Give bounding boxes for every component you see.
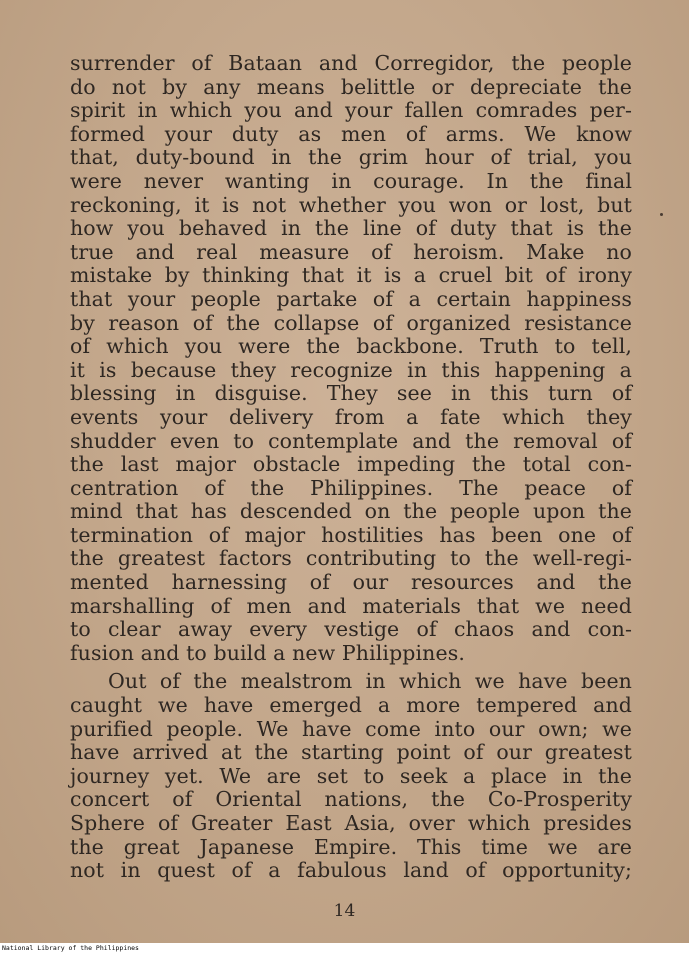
text-line: termination of major hostilities has been one of	[70, 522, 632, 547]
text-line: that your people partake of a certain happiness	[70, 286, 632, 311]
text-line: were never wanting in courage. In the final	[70, 168, 632, 193]
text-line: have arrived at the starting point of our greatest	[70, 740, 632, 765]
text-line: by reason of the collapse of organized resistance	[70, 310, 632, 335]
text-line: how you behaved in the line of duty that is the	[70, 216, 632, 241]
text-line: mented harnessing of our resources and the	[70, 570, 632, 595]
text-line: shudder even to contemplate and the removal of	[70, 428, 632, 453]
paragraph-1	[70, 52, 632, 665]
text-line: formed your duty as men of arms. We know	[70, 121, 632, 146]
text-line: the great Japanese Empire. This time we are	[70, 834, 632, 859]
paragraph-2	[70, 670, 632, 882]
text-line: concert of Oriental nations, the Co-Prosperity	[70, 787, 632, 812]
text-line: mistake by thinking that it is a cruel bit of irony	[70, 263, 632, 288]
footer-credit: National Library of the Philippines	[2, 944, 139, 952]
text-line: fusion and to build a new Philippines.	[70, 640, 465, 665]
text-line: Sphere of Greater East Asia, over which presides	[70, 811, 632, 835]
text-line: reckoning, it is not whether you won or lost, but	[70, 192, 632, 217]
text-line: that, duty-bound in the grim hour of trial, you	[70, 145, 632, 170]
text-line: events your delivery from a fate which they	[70, 404, 632, 429]
text-line: it is because they recognize in this happening a	[70, 357, 632, 382]
text-line: Out of the mealstrom in which we have been	[108, 669, 632, 694]
text-line: the last major obstacle impeding the total con-	[70, 452, 632, 477]
text-line: caught we have emerged a more tempered and	[70, 693, 632, 718]
text-line: spirit in which you and your fallen comrades per-	[70, 98, 632, 123]
text-line: the greatest factors contributing to the well-regi-	[70, 546, 632, 571]
text-line: purified people. We have come into our own; we	[70, 716, 632, 741]
body-text	[70, 52, 632, 883]
text-line: true and real measure of heroism. Make no	[70, 239, 632, 264]
text-line: to clear away every vestige of chaos and con-	[70, 617, 632, 642]
text-line: blessing in disguise. They see in this turn of	[70, 381, 632, 406]
text-line: surrender of Bataan and Corregidor, the people	[70, 51, 632, 75]
text-line: mind that has descended on the people upon the	[70, 499, 632, 524]
text-line: centration of the Philippines. The peace of	[70, 475, 632, 500]
text-line: marshalling of men and materials that we need	[70, 593, 632, 618]
text-line: of which you were the backbone. Truth to tell,	[70, 334, 632, 359]
page-number: 14	[333, 901, 356, 921]
paper-speck	[660, 213, 663, 216]
text-line: not in quest of a fabulous land of opportunity;	[70, 858, 632, 883]
text-line: journey yet. We are set to seek a place in the	[70, 763, 632, 788]
text-line: do not by any means belittle or depreciate the	[70, 74, 632, 99]
